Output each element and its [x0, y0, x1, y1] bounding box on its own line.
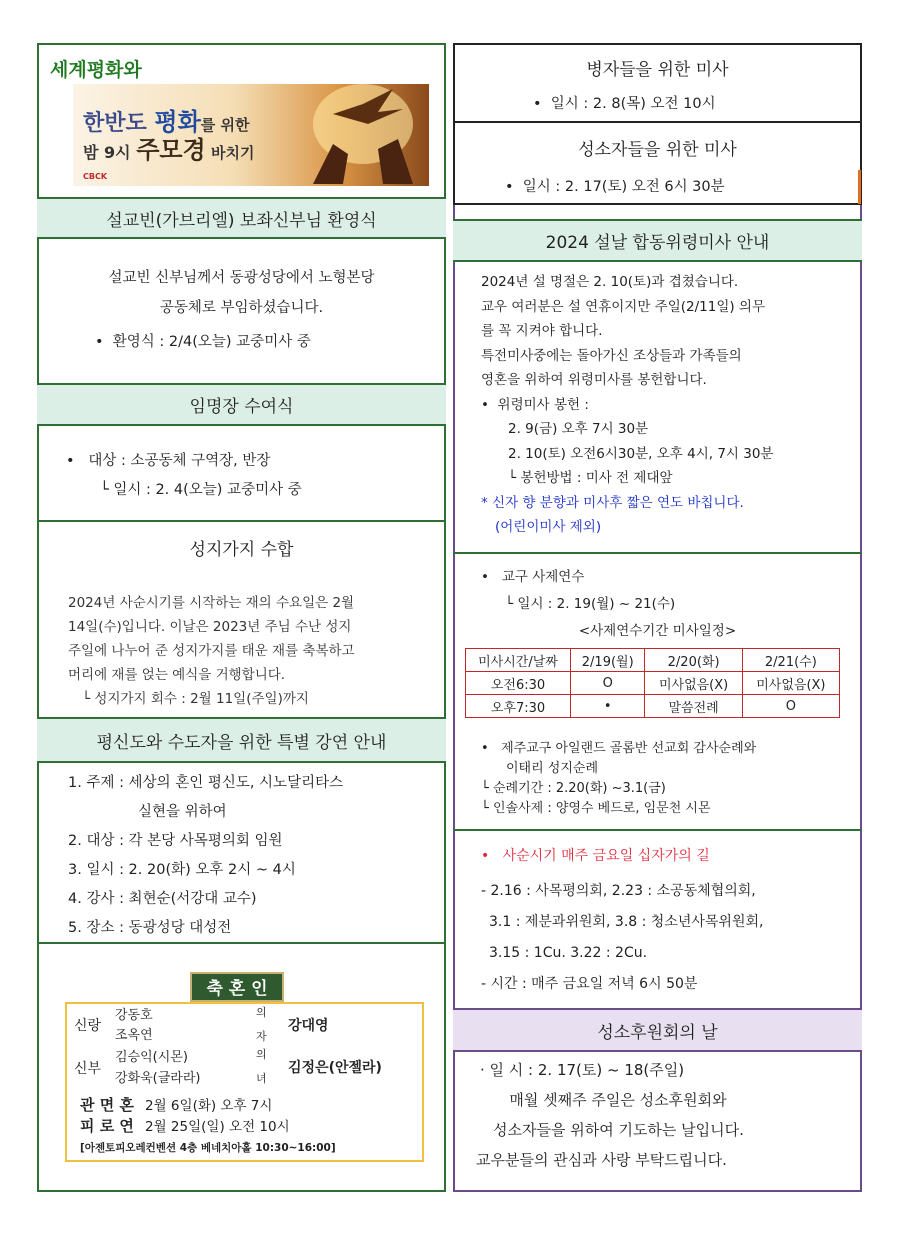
palm-p5: └ 성지가지 회수 : 2월 11일(주일)까지 — [82, 691, 309, 707]
stations-l4: - 시간 : 매주 금요일 저녁 6시 50분 — [481, 976, 698, 992]
sick-date-text: 일시 : 2. 8(목) 오전 10시 — [550, 96, 716, 112]
reception-label: 피 로 연 — [80, 1117, 134, 1135]
lecture-item-1: 1. 주제 : 세상의 혼인 평신도, 시노달리타스 — [68, 775, 344, 791]
newyear-l5: 영혼을 위하여 위령미사를 봉헌합니다. — [481, 372, 707, 388]
meet-date: 2월 6일(화) 오후 7시 — [145, 1098, 273, 1114]
palm-p2: 14일(수)입니다. 이날은 2023년 주님 수난 성지 — [68, 619, 352, 635]
vocation-l4: 교우분들의 관심과 사랑 부탁드립니다. — [476, 1151, 727, 1169]
retreat-table — [465, 648, 840, 718]
vocation-l1: · 일 시 : 2. 17(토) ~ 18(주일) — [480, 1061, 685, 1079]
sick-title: 병자들을 위한 미사 — [586, 60, 729, 80]
pilgrim-l3: └ 순례기간 : 2.20(화) ~3.1(금) — [481, 781, 666, 796]
newyear-header — [453, 219, 862, 262]
bride-parent-2: 강화욱(글라라) — [115, 1071, 201, 1086]
newyear-d2: 2. 10(토) 오전6시30분, 오후 4시, 7시 30분 — [508, 445, 774, 462]
table-cell: 미사없음(X) — [742, 672, 839, 695]
stations-l2: 3.1 : 제분과위원회, 3.8 : 청소년사목위원회, — [489, 914, 764, 930]
peace-banner — [73, 84, 429, 186]
newyear-l2: 교우 여러분은 설 연휴이지만 주일(2/11일) 의무 — [481, 298, 766, 315]
appointment-header — [37, 383, 446, 426]
groom-parent-1: 강동호 — [115, 1008, 153, 1023]
palm-p3: 주일에 나누어 준 성지가지를 태운 재를 축복하고 — [68, 643, 355, 659]
banner-text-c: 를 위한 — [200, 116, 250, 134]
meet-label: 관 면 혼 — [80, 1096, 134, 1114]
banner-line2 — [83, 130, 254, 165]
little-date: • 일시 : 2. 17(토) 오전 6시 30분 — [505, 179, 725, 195]
lecture-item-3: 3. 일시 : 2. 20(화) 오후 2시 ~ 4시 — [68, 862, 296, 878]
little-date-text: 일시 : 2. 17(토) 오전 6시 30분 — [522, 179, 725, 195]
lecture-item-1b: 실현을 위하여 — [138, 804, 227, 820]
reception-venue: [아젠토피오레컨벤션 4층 베네치아홀 10:30~16:00] — [80, 1142, 336, 1154]
little-title: 성소자들을 위한 미사 — [578, 140, 737, 160]
retreat-divider — [453, 552, 862, 554]
palm-title: 성지가지 수합 — [189, 540, 294, 560]
peace-title: 세계평화와 — [50, 59, 142, 81]
groom-name: 강대영 — [288, 1018, 329, 1034]
palm-p4: 머리에 재를 얹는 예식을 거행합니다. — [68, 667, 286, 683]
stations-text — [481, 876, 763, 1000]
sick-date: • 일시 : 2. 8(목) 오전 10시 — [533, 96, 716, 112]
stations-title: 사순시기 매주 금요일 십자가의 길 — [502, 848, 710, 864]
stations-title-row: • 사순시기 매주 금요일 십자가의 길 — [481, 848, 710, 864]
newyear-l4: 특전미사중에는 돌아가신 조상들과 가족들의 — [481, 347, 742, 364]
pilgrim-l4: └ 인솔사제 : 양영수 베드로, 임문천 시몬 — [481, 801, 711, 816]
banner-text-f: 바치기 — [205, 144, 255, 162]
newyear-d1: 2. 9(금) 오후 7시 30분 — [508, 421, 649, 437]
appointment-date: └ 일시 : 2. 4(오늘) 교중미사 중 — [100, 482, 302, 498]
table-cell: 오후7:30 — [466, 695, 571, 718]
welcome-header — [37, 197, 446, 239]
son-2: 자 — [256, 1030, 267, 1043]
newyear-l1: 2024년 설 명절은 2. 10(토)과 겹쳤습니다. — [481, 274, 739, 290]
banner-text-b: 평화 — [154, 108, 201, 136]
meet-row — [80, 1094, 272, 1115]
retreat-bullet: 교구 사제연수 — [501, 569, 585, 585]
appointment-title: 임명장 수여식 — [189, 397, 294, 417]
palm-divider — [37, 520, 446, 522]
retreat-date: └ 일시 : 2. 19(월) ~ 21(수) — [505, 596, 676, 612]
pilgrim-l2: 이태리 성지순례 — [506, 761, 599, 776]
wedding-title: 축 혼 인 — [190, 972, 284, 1002]
pilgrim-l1-row: • 제주교구 아일랜드 골롬반 선교회 감사순례와 — [481, 741, 757, 756]
daughter-1: 의 — [256, 1048, 267, 1061]
cbck-logo: CBCK — [83, 172, 108, 181]
wedding-divider — [37, 942, 446, 944]
daughter-2: 녀 — [256, 1072, 267, 1085]
dove-hands-image — [273, 84, 429, 186]
palm-p1: 2024년 사순시기를 시작하는 재의 수요일은 2월 — [68, 595, 355, 611]
welcome-bullet: • 환영식 : 2/4(오늘) 교중미사 중 — [95, 334, 311, 350]
table-cell: 2/19(월) — [571, 649, 645, 672]
newyear-bullet-row: • 위령미사 봉헌 : — [481, 396, 589, 413]
banner-text-e: 주모경 — [136, 136, 206, 164]
lecture-item-5: 5. 장소 : 동광성당 대성전 — [68, 920, 232, 936]
table-row — [466, 649, 840, 672]
groom-label: 신랑 — [74, 1018, 102, 1034]
table-cell: O — [742, 695, 839, 718]
retreat-subtitle: <사제연수기간 미사일정> — [578, 623, 737, 639]
newyear-l3: 를 꼭 지켜야 합니다. — [481, 323, 603, 339]
bride-parent-1: 김승익(시몬) — [115, 1050, 188, 1065]
lecture-header — [37, 717, 446, 763]
welcome-title: 설교빈(가브리엘) 보좌신부님 환영식 — [106, 210, 377, 231]
newyear-d3: └ 봉헌방법 : 미사 전 제대앞 — [508, 470, 673, 486]
little-accent — [858, 170, 861, 204]
groom-parent-2: 조옥연 — [115, 1028, 153, 1043]
table-cell: 미사없음(X) — [645, 672, 742, 695]
newyear-note2: (어린이미사 제외) — [495, 519, 602, 535]
newyear-text — [481, 270, 773, 540]
table-cell: 2/20(화) — [645, 649, 742, 672]
lecture-title: 평신도와 수도자을 위한 특별 강연 안내 — [96, 732, 387, 753]
stations-l1: - 2.16 : 사목평의회, 2.23 : 소공동체협의회, — [481, 883, 756, 899]
lecture-list — [68, 769, 343, 943]
lecture-item-2: 2. 대상 : 각 본당 사목평의회 임원 — [68, 833, 283, 849]
appointment-target: • 대상 : 소공동체 구역장, 반장 — [66, 453, 271, 469]
son-1: 의 — [256, 1006, 267, 1019]
vocation-header — [453, 1008, 862, 1052]
pilgrim-l1: 제주교구 아일랜드 골롬반 선교회 감사순례와 — [501, 741, 757, 756]
pilgrim-text — [481, 739, 756, 819]
table-cell: O — [571, 672, 645, 695]
vocation-title: 성소후원회의 날 — [597, 1022, 718, 1043]
bride-name: 김정은(안젤라) — [288, 1060, 382, 1076]
table-cell: 미사시간/날짜 — [466, 649, 571, 672]
vocation-l3: 성소자들을 위하여 기도하는 날입니다. — [493, 1121, 744, 1139]
stations-l3: 3.15 : 1Cu. 3.22 : 2Cu. — [489, 945, 648, 961]
vocation-l2: 매월 셋째주 주일은 성소후원회와 — [509, 1091, 727, 1109]
reception-date: 2월 25일(일) 오전 10시 — [145, 1119, 290, 1135]
table-row — [466, 672, 840, 695]
appointment-target-text: 대상 : 소공동체 구역장, 반장 — [88, 453, 271, 469]
reception-row — [80, 1115, 290, 1136]
table-cell: • — [571, 695, 645, 718]
table-cell: 2/21(수) — [742, 649, 839, 672]
retreat-bullet-row: • 교구 사제연수 — [481, 569, 585, 585]
table-row — [466, 695, 840, 718]
newyear-bullet: 위령미사 봉헌 : — [497, 396, 589, 413]
welcome-bullet-text: 환영식 : 2/4(오늘) 교중미사 중 — [112, 334, 311, 350]
welcome-line1: 설교빈 신부님께서 동광성당에서 노형본당 — [108, 270, 375, 286]
banner-text-a: 한반도 — [83, 111, 155, 136]
newyear-note1: * 신자 향 분향과 미사후 짧은 연도 바칩니다. — [481, 494, 744, 511]
palm-text — [68, 591, 355, 711]
newyear-title: 2024 설날 합동위령미사 안내 — [545, 233, 770, 253]
banner-text-d: 밤 9시 — [83, 143, 137, 162]
table-cell: 오전6:30 — [466, 672, 571, 695]
stations-divider — [453, 829, 862, 831]
table-cell: 말씀전례 — [645, 695, 742, 718]
bride-label: 신부 — [74, 1061, 102, 1077]
welcome-line2: 공동체로 부임하셨습니다. — [159, 300, 324, 316]
lecture-item-4: 4. 강사 : 최현순(서강대 교수) — [68, 891, 257, 907]
